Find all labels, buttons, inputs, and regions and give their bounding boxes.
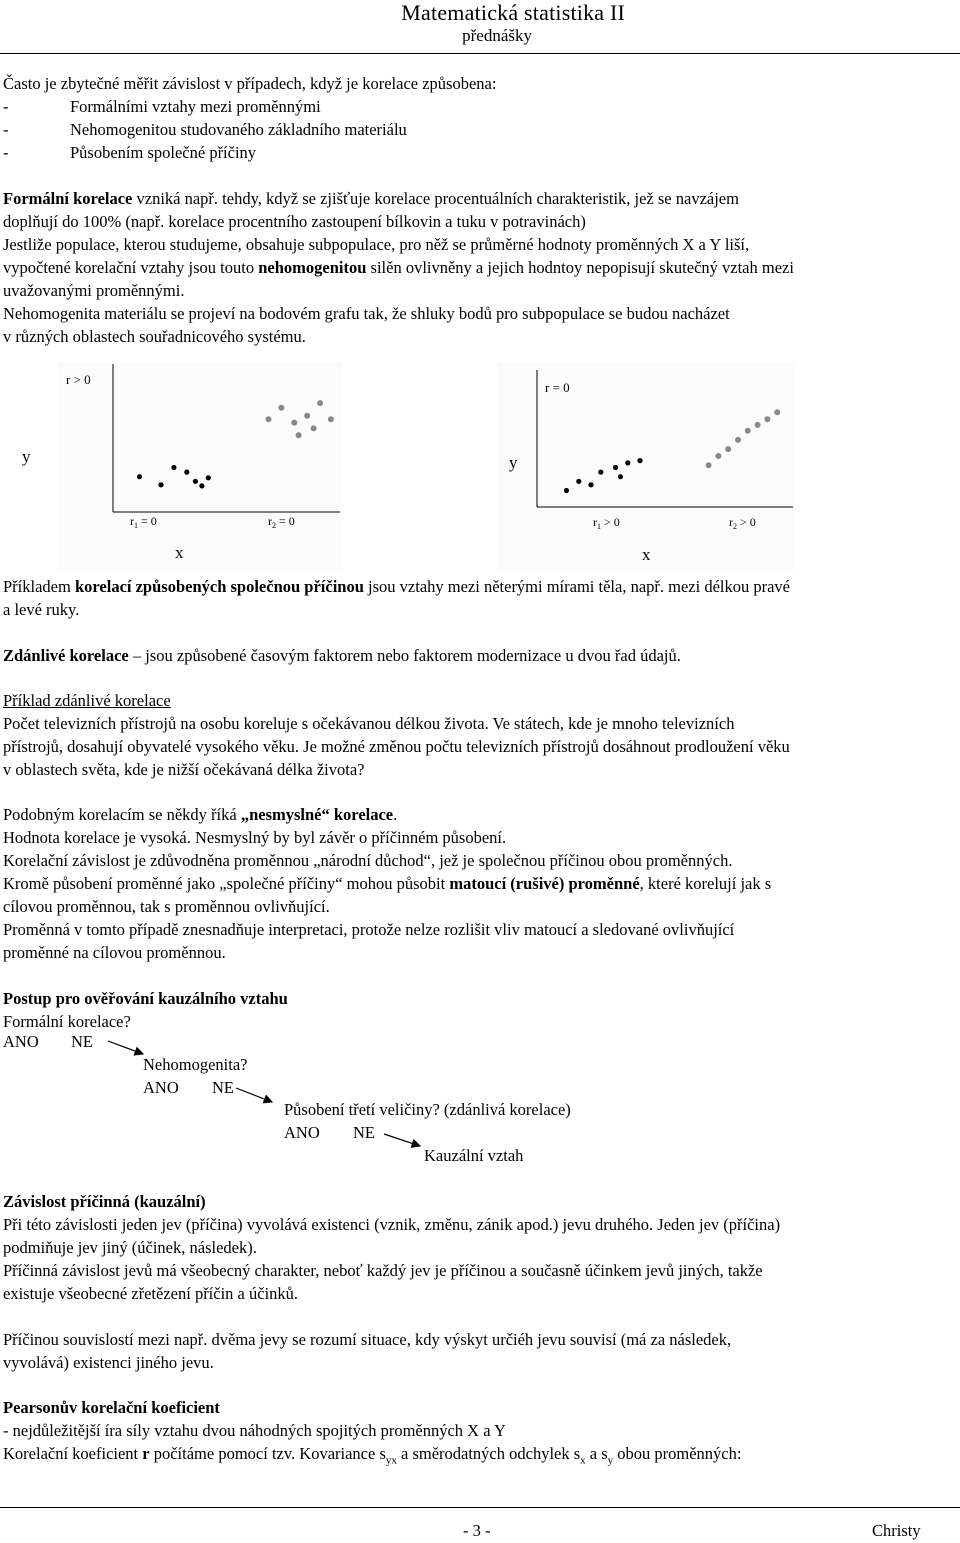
formal-line-2: doplňují do 100% (např. korelace procentního zastoupení bílkovin a tuku v potravinách) [3,212,586,231]
example-line-1: Počet televizních přístrojů na osobu koreluje s očekávanou délkou života. Ve státech, kde je mnoho televizních [3,714,735,733]
document-title: Matematická statistika II [401,0,625,25]
chart-right-r1-sub: 1 [597,522,601,531]
arrow-1 [108,1041,143,1054]
procedure-heading [3,987,288,1010]
pearson-r-symbol: r [142,1444,150,1463]
pearson-sub-yx: yx [385,1454,397,1467]
formal-line-7: v různých oblastech souřadnicového systému. [3,327,306,346]
causal-line-5: Příčinou souvislostí mezi např. dvěma jevy se rozumí situace, kdy výskyt určiéh jevu souvisí (má za následek, [3,1330,732,1349]
pearson-line-2 [3,1442,741,1472]
chart-right-point-s1-6 [625,460,630,465]
procedure-result: Kauzální vztah [424,1146,524,1165]
causal-heading-text: Závislost příčinná (kauzální) [3,1192,206,1211]
document-subtitle: přednášky [462,26,532,45]
bullet-2: - Nehomogenitou studovaného základního materiálu [3,120,407,139]
chart-left-point-s2-4 [304,413,310,419]
chart-left-point-s2-8 [328,416,334,422]
chart-left-point-s1-6 [206,475,211,480]
common-cause-term: korelací způsobených společnou příčinou [74,577,364,596]
causal-line-4: existuje všeobecné zřetězení příčin a účinků. [3,1284,299,1303]
chart-right-point-s2-1 [706,462,712,468]
bullet-3: - Působením společné příčiny [3,143,257,162]
formal-line-1 [3,187,739,210]
common-cause-line-1 [3,575,790,598]
formal-l1-text: vzniká např. tehdy, když se zjišťuje korelace procentuálních charakteristik, jež se navzájem [136,189,739,208]
chart-left-r1-val: = 0 [141,514,157,528]
chart-left-r1-symbol: r [130,514,134,528]
nonsense-l4-c: , které korelují jak s [639,874,772,893]
example-heading: Příklad zdánlivé korelace [3,691,171,710]
causal-line-2: podmiňuje jev jiný (účinek, následek). [3,1238,257,1257]
pearson-heading [3,1396,220,1419]
nonsense-l4-a: Kromě působení proměnné jako „společné příčiny“ mohou působit [3,874,446,893]
common-cause-a: Příkladem [3,577,71,596]
causal-line-6: vyvolává) existenci jiného jevu. [3,1353,214,1372]
procedure-q2: Nehomogenita? [143,1055,248,1074]
chart-right-background [497,362,795,570]
pearson-l2-c: počítáme pomocí tzv. Kovariance s [153,1444,386,1463]
nonsense-line-1 [3,803,397,826]
chart-right-point-s2-8 [774,409,780,415]
page-number: - 3 - [463,1521,491,1540]
arrow-3 [384,1134,420,1146]
procedure-yes-3: ANO [284,1123,320,1142]
chart-left-point-s2-6 [311,425,317,431]
nonsense-line-5: cílovou proměnnou, tak s proměnnou ovlivňující. [3,897,330,916]
chart-right-r1-val: > 0 [604,515,620,529]
chart-left-point-s1-4 [184,470,189,475]
pearson-l2-f: obou proměnných: [617,1444,742,1463]
formal-line-4 [3,256,794,279]
chart-right-point-s1-2 [576,479,581,484]
footer-author: Christy [872,1521,921,1540]
procedure-no-2: NE [212,1078,234,1097]
nonsense-line-6: Proměnná v tomto případě znesnadňuje interpretaci, protože nelze rozlišit vliv matoucí a sledované ovlivňující [3,920,735,939]
scatter-chart-right [497,362,795,570]
chart-left-r2-val: = 0 [279,514,295,528]
chart-right-point-s2-2 [715,453,721,459]
pearson-sub-y: y [607,1454,614,1467]
footer-rule [0,1507,960,1508]
example-line-2: přístrojů, dosahují obyvatelé vysokého věku. Je možné změnou počtu televizních přístrojů dosáhnout prodloužení věku [3,737,790,756]
chart-right-point-s1-8 [618,474,623,479]
chart-right-point-s2-4 [735,437,741,443]
formal-line-6: Nehomogenita materiálu se projeví na bodovém grafu tak, že shluky bodů pro subpopulace se budou nacházet [3,304,730,323]
chart-left-r2-symbol: r [268,514,272,528]
nonsense-line-3: Korelační závislost je zdůvodněna proměnnou „národní důchod“, jež je společnou příčinou obou proměnných. [3,851,733,870]
chart-left-point-s2-5 [317,400,323,406]
chart-right-y-label: y [509,453,518,472]
nonsense-line-2: Hodnota korelace je vysoká. Nesmyslný by byl závěr o příčinném působení. [3,828,507,847]
spurious-line [3,644,681,667]
chart-right-point-s1-4 [598,470,603,475]
chart-left-point-s2-1 [266,416,272,422]
chart-left-r2-sub: 2 [272,521,276,530]
nonhomogeneity-term: nehomogenitou [258,258,367,277]
pearson-line-1: - nejdůležitější íra síly vztahu dvou náhodných spojitých proměnných X a Y [3,1421,506,1440]
chart-right-point-s1-7 [637,458,642,463]
chart-left-point-s2-2 [278,405,284,411]
bullet-2-text: Nehomogenitou studovaného základního materiálu [70,120,407,139]
chart-right-point-s2-6 [755,422,761,428]
procedure-no-3: NE [353,1123,375,1142]
procedure-yes-2: ANO [143,1078,179,1097]
chart-left-y-label: y [22,447,31,466]
formal-term: Formální korelace [3,189,133,208]
chart-right-point-s2-5 [745,428,751,434]
pearson-sub-x: x [580,1454,586,1467]
chart-right-point-s1-1 [564,488,569,493]
nonsense-l1-c: . [393,805,398,824]
chart-left-point-s1-3 [171,465,176,470]
formal-line-3: Jestliže populace, kterou studujeme, obsahuje subpopulace, pro něž se průměrné hodnoty proměnných X a Y liší, [3,235,750,254]
pearson-l2-e: a s [589,1444,608,1463]
chart-right-point-s1-3 [588,482,593,487]
causal-line-1: Při této závislosti jeden jev (příčina) vyvolává existenci (vznik, změnu, zánik apod.) jevu druhého. Jeden jev (příčina) [3,1215,781,1234]
confounding-term: matoucí (rušivé) proměnné [449,874,640,893]
chart-right-x-label: x [642,545,651,564]
chart-right-point-s2-3 [725,446,731,452]
causal-line-3: Příčinná závislost jevů má všeobecný charakter, neboť každý jev je příčinou a současně účinkem jevů jiných, takže [3,1261,763,1280]
pearson-heading-text: Pearsonův korelační koeficient [3,1398,220,1417]
chart-right-r2-symbol: r [729,515,733,529]
chart-left-r1-sub: 1 [134,521,138,530]
header-rule [0,53,960,54]
chart-left-point-s1-2 [158,482,163,487]
procedure-yes-1: ANO [3,1032,39,1051]
procedure-q3: Působení třetí veličiny? (zdánlivá korelace) [284,1100,571,1119]
procedure-no-1: NE [71,1032,93,1051]
spurious-rest: – jsou způsobené časovým faktorem nebo faktorem modernizace u dvou řad údajů. [132,646,681,665]
procedure-q1: Formální korelace? [3,1012,131,1031]
chart-left-point-s1-5 [193,479,198,484]
chart-left-r-label: r > 0 [66,372,91,387]
chart-right-r1-symbol: r [593,515,597,529]
procedure-arrows [0,1030,440,1150]
example-line-3: v oblastech světa, kde je nižší očekávaná délka života? [3,760,365,779]
chart-right-point-s2-7 [764,416,770,422]
chart-right-r-label: r = 0 [545,380,570,395]
nonsense-line-4 [3,872,771,895]
nonsense-term: „nesmyslné“ korelace [240,805,394,824]
chart-left-x-label: x [175,543,184,562]
procedure-heading-text: Postup pro ověřování kauzálního vztahu [3,989,288,1008]
arrow-2 [236,1088,272,1102]
bullet-1-text: Formálními vztahy mezi proměnnými [70,97,321,116]
pearson-l2-d: a směrodatných odchylek s [401,1444,581,1463]
nonsense-line-7: proměnné na cílovou proměnnou. [3,943,226,962]
intro-line: Často je zbytečné měřit závislost v případech, když je korelace způsobena: [3,74,497,93]
bullet-3-text: Působením společné příčiny [70,143,257,162]
formal-l4-a: vypočtené korelační vztahy jsou touto [3,258,255,277]
nonsense-l1-a: Podobným korelacím se někdy říká [3,805,237,824]
common-cause-line-2: a levé ruky. [3,600,80,619]
chart-left-point-s2-7 [296,432,302,438]
chart-right-r2-val: > 0 [740,515,756,529]
chart-left-point-s1-7 [199,483,204,488]
scatter-chart-left [22,362,342,570]
formal-l4-c: silěn ovlivněny a jejich hodntoy nepopisují skutečný vztah mezi [370,258,794,277]
pearson-l2-a: Korelační koeficient [3,1444,139,1463]
bullet-1: - Formálními vztahy mezi proměnnými [3,97,321,116]
formal-line-5: uvažovanými proměnnými. [3,281,185,300]
causal-heading [3,1190,206,1213]
chart-right-point-s1-5 [613,465,618,470]
chart-right-r2-sub: 2 [733,522,737,531]
chart-left-point-s2-3 [291,420,297,426]
chart-left-point-s1-1 [137,474,142,479]
spurious-term: Zdánlivé korelace [3,646,129,665]
chart-left-background [58,362,342,570]
common-cause-c: jsou vztahy mezi něterými mírami těla, např. mezi délkou pravé [368,577,791,596]
